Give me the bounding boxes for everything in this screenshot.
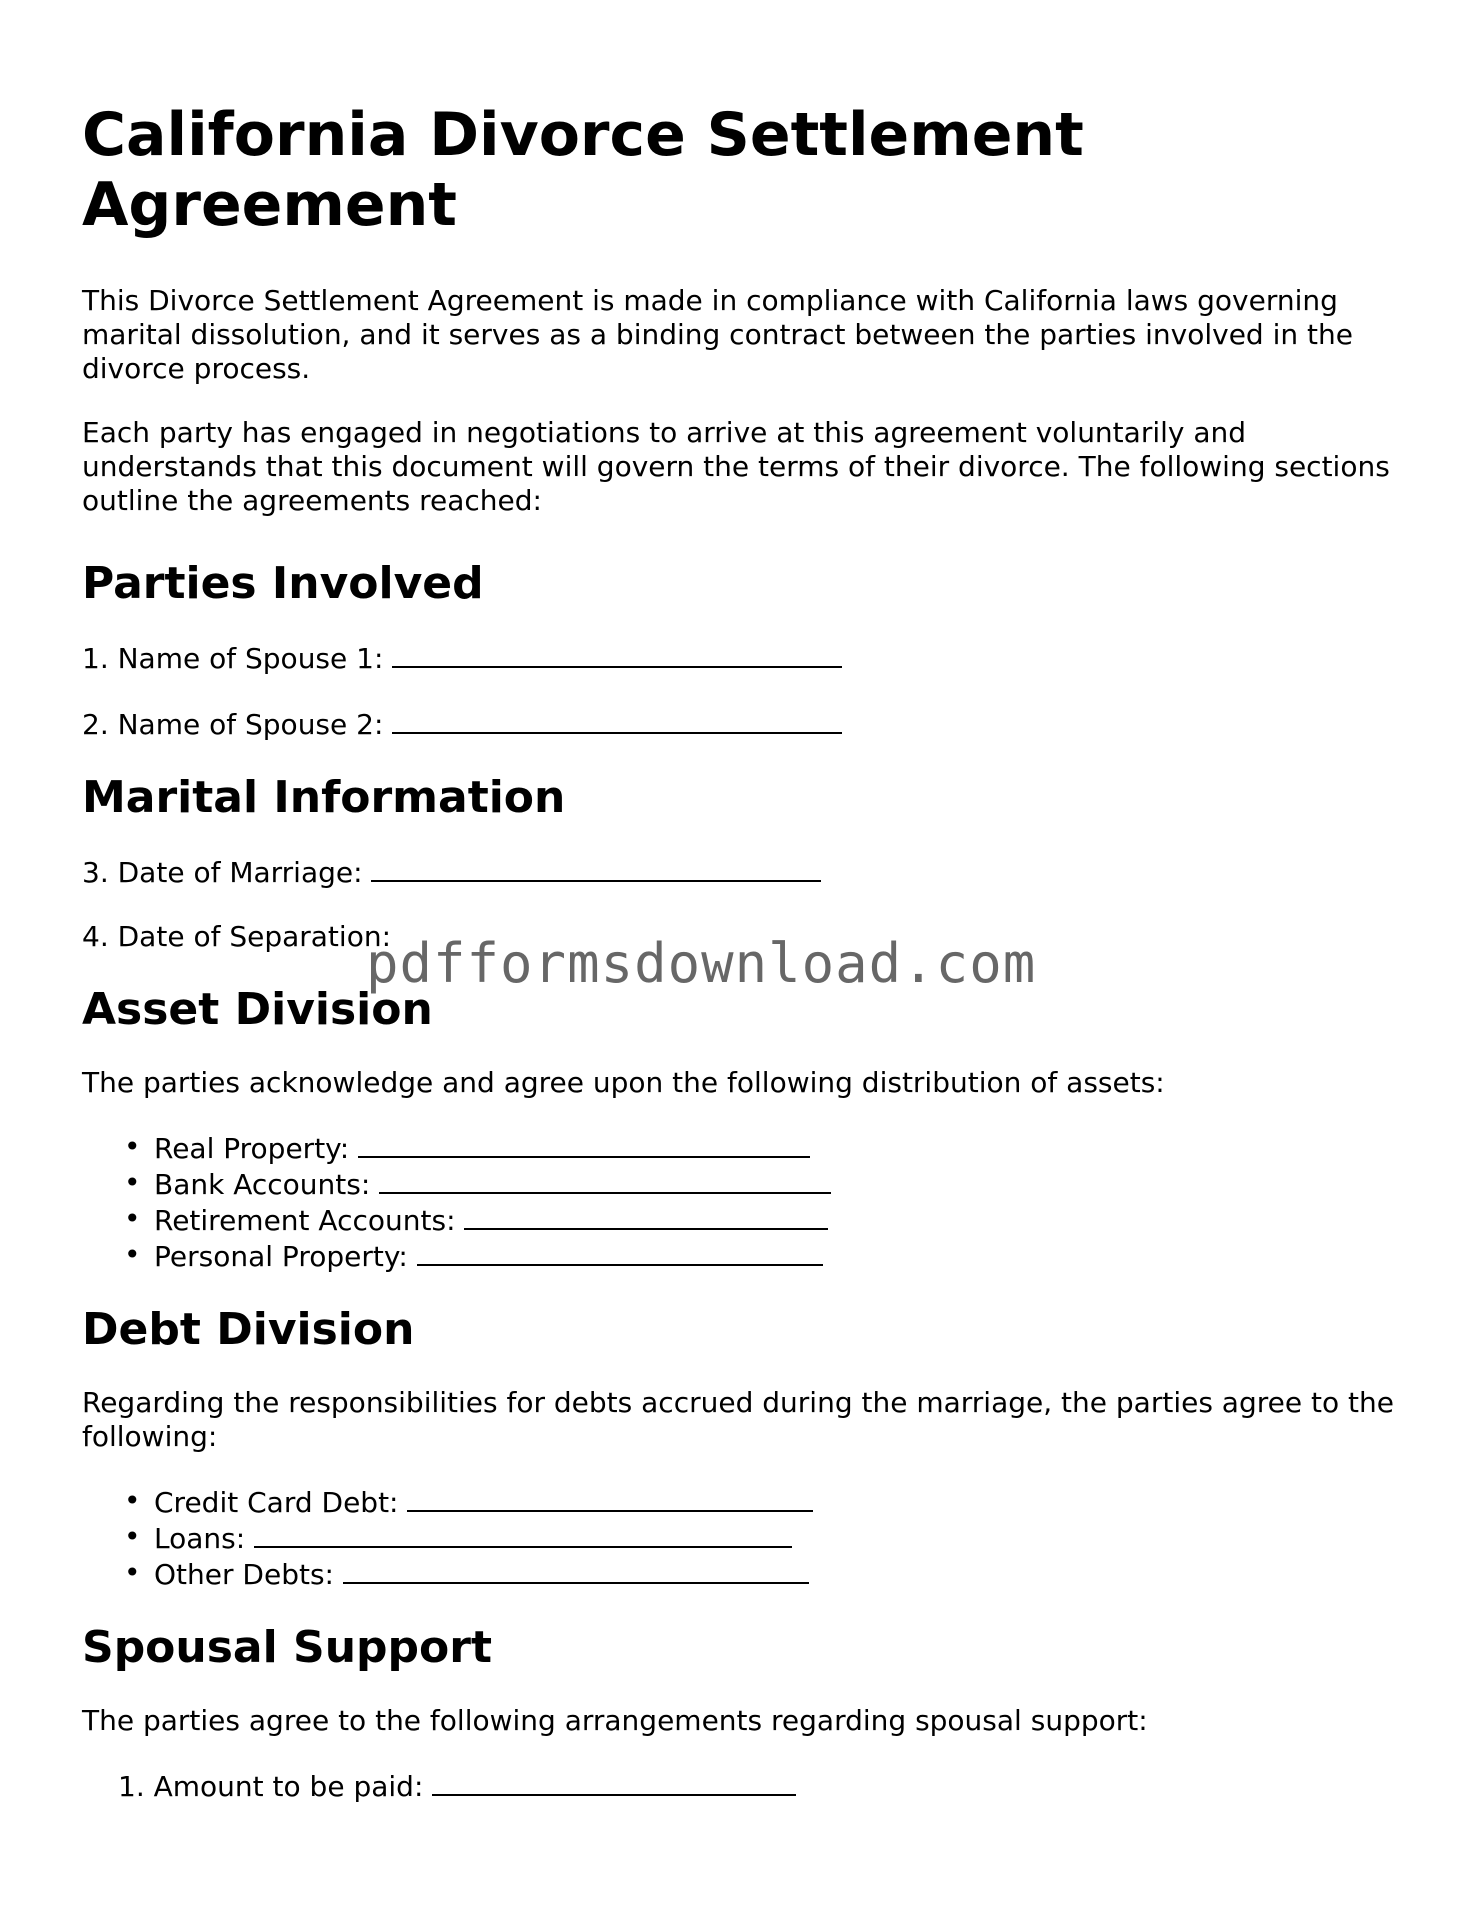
spouse2-field[interactable] (82, 706, 1402, 742)
spouse1-blank[interactable] (392, 640, 842, 668)
support-list (82, 1768, 1402, 1804)
retirement-accounts-blank[interactable] (464, 1202, 828, 1230)
marital-heading: Marital Information (82, 772, 566, 823)
parties-heading: Parties Involved (82, 558, 484, 609)
assets-intro: The parties acknowledge and agree upon the following distribution of assets: (82, 1066, 1165, 1099)
marriage-date-field[interactable] (82, 854, 1402, 890)
support-intro: The parties agree to the following arrangements regarding spousal support: (82, 1704, 1148, 1737)
debts-intro: Regarding the responsibilities for debts accrued during the marriage, the parties agree to the following: (82, 1386, 1394, 1453)
assets-heading: Asset Division (82, 984, 433, 1035)
list-item[interactable]: 1. Amount to be paid: (118, 1768, 1402, 1804)
debts-list (82, 1484, 1402, 1592)
marriage-date-label: 3. Date of Marriage: (82, 856, 363, 889)
spouse2-blank[interactable] (392, 706, 842, 734)
debts-heading: Debt Division (82, 1304, 415, 1355)
list-item[interactable]: • Bank Accounts: (154, 1166, 1402, 1202)
intro-paragraph-1: This Divorce Settlement Agreement is made in compliance with California laws governing marital dissolution, and it serves as a binding contract between the parties involved in the divorce process. (82, 284, 1353, 385)
list-item[interactable]: • Retirement Accounts: (154, 1202, 1402, 1238)
list-item[interactable]: • Other Debts: (154, 1556, 1402, 1592)
spouse1-field[interactable] (82, 640, 1402, 676)
list-item[interactable]: • Credit Card Debt: (154, 1484, 1402, 1520)
loans-blank[interactable] (254, 1520, 792, 1548)
personal-property-blank[interactable] (417, 1238, 823, 1266)
marriage-date-blank[interactable] (371, 854, 821, 882)
real-property-blank[interactable] (358, 1130, 810, 1158)
bank-accounts-blank[interactable] (379, 1166, 831, 1194)
list-item[interactable]: • Loans: (154, 1520, 1402, 1556)
assets-list (82, 1130, 1402, 1274)
credit-card-debt-blank[interactable] (407, 1484, 813, 1512)
support-heading: Spousal Support (82, 1622, 492, 1673)
support-amount-blank[interactable] (432, 1768, 796, 1796)
list-item[interactable]: • Personal Property: (154, 1238, 1402, 1274)
spouse1-label: 1. Name of Spouse 1: (82, 642, 384, 675)
other-debts-blank[interactable] (343, 1556, 809, 1584)
document-title: California Divorce Settlement Agreement (82, 100, 1084, 240)
list-item[interactable]: • Real Property: (154, 1130, 1402, 1166)
watermark-text: pdfformsdownload.com (366, 932, 1037, 995)
intro-paragraph-2: Each party has engaged in negotiations to arrive at this agreement voluntarily and understands that this document will govern the terms of their divorce. The following sections outline the agreements reached: (82, 416, 1390, 517)
spouse2-label: 2. Name of Spouse 2: (82, 708, 384, 741)
separation-date-label: 4. Date of Separation: (82, 920, 391, 953)
